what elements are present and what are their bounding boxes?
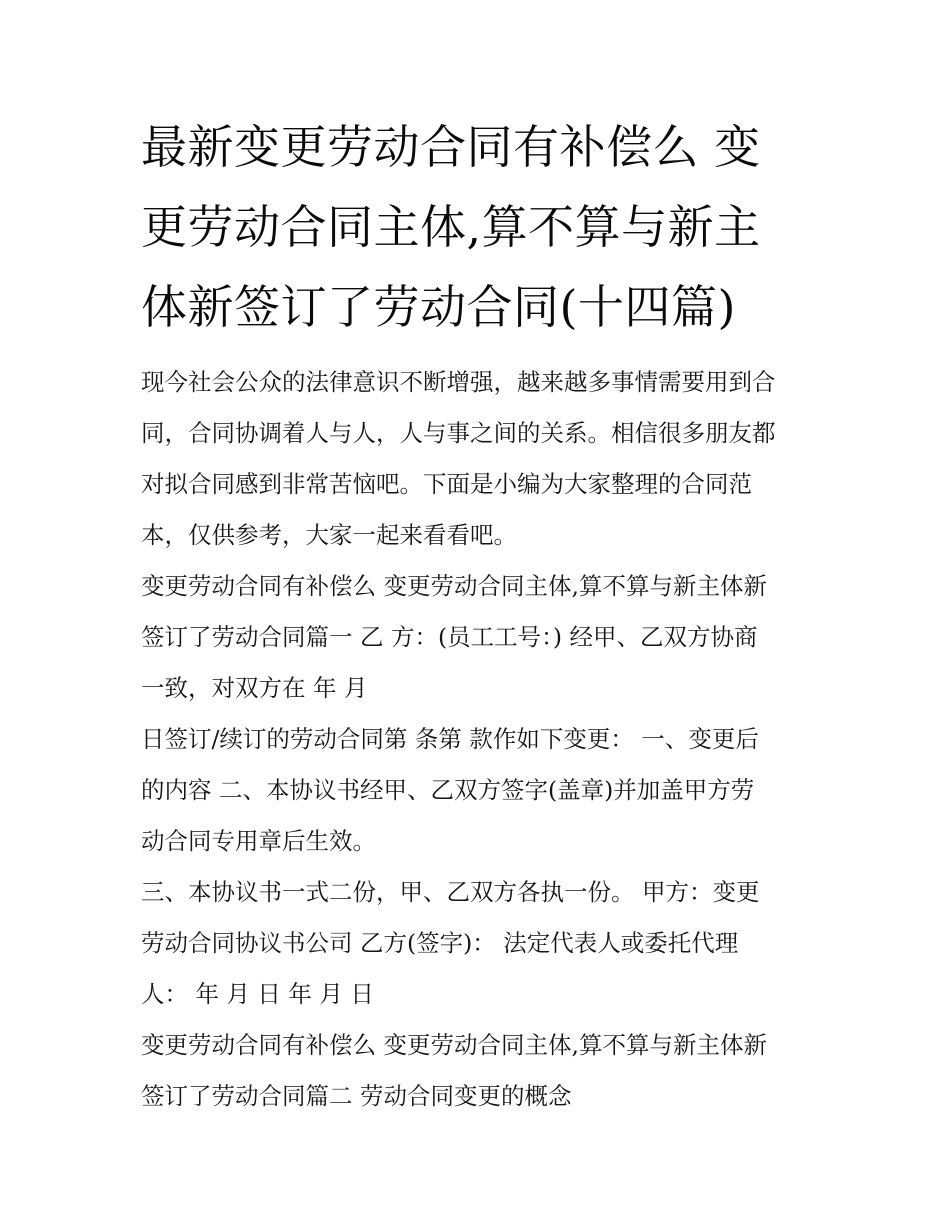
text-line: 人： 年 月 日 年 月 日 (141, 980, 374, 1008)
text-line: 的内容 二、本协议书经甲、乙双方签字(盖章)并加盖甲方劳 (141, 776, 755, 804)
document-title (141, 118, 813, 336)
title-line: 体新签订了劳动合同(十四篇) (141, 280, 736, 334)
text-line: 对拟合同感到非常苦恼吧。下面是小编为大家整理的合同范 (141, 470, 752, 498)
title-line: 最新变更劳动合同有补偿么 变 (141, 120, 761, 174)
section-two-heading-paragraph (141, 1020, 813, 1122)
change-terms-paragraph (141, 714, 813, 867)
text-line: 签订了劳动合同篇二 劳动合同变更的概念 (141, 1082, 572, 1110)
title-line: 更劳动合同主体,算不算与新主 (141, 200, 761, 254)
text-line: 一致，对双方在 年 月 (141, 674, 368, 702)
intro-paragraph (141, 357, 813, 561)
document-content (141, 118, 813, 1122)
text-line: 变更劳动合同有补偿么 变更劳动合同主体,算不算与新主体新 (141, 1031, 767, 1059)
section-one-heading-paragraph (141, 561, 813, 714)
text-line: 同，合同协调着人与人，人与事之间的关系。相信很多朋友都 (141, 419, 776, 447)
text-line: 变更劳动合同有补偿么 变更劳动合同主体,算不算与新主体新 (141, 572, 767, 600)
text-line: 动合同专用章后生效。 (141, 827, 376, 855)
text-line: 日签订/续订的劳动合同第 条第 款作如下变更： 一、变更后 (141, 725, 759, 753)
text-line: 劳动合同协议书公司 乙方(签字)： 法定代表人或委托代理 (141, 929, 739, 957)
text-line: 本，仅供参考，大家一起来看看吧。 (141, 521, 517, 549)
text-line: 签订了劳动合同篇一 乙 方：(员工工号：) 经甲、乙双方协商 (141, 623, 758, 651)
text-line: 三、本协议书一式二份，甲、乙双方各执一份。 甲方：变更 (141, 878, 760, 906)
signature-paragraph (141, 867, 813, 1020)
text-line: 现今社会公众的法律意识不断增强，越来越多事情需要用到合 (141, 368, 776, 396)
